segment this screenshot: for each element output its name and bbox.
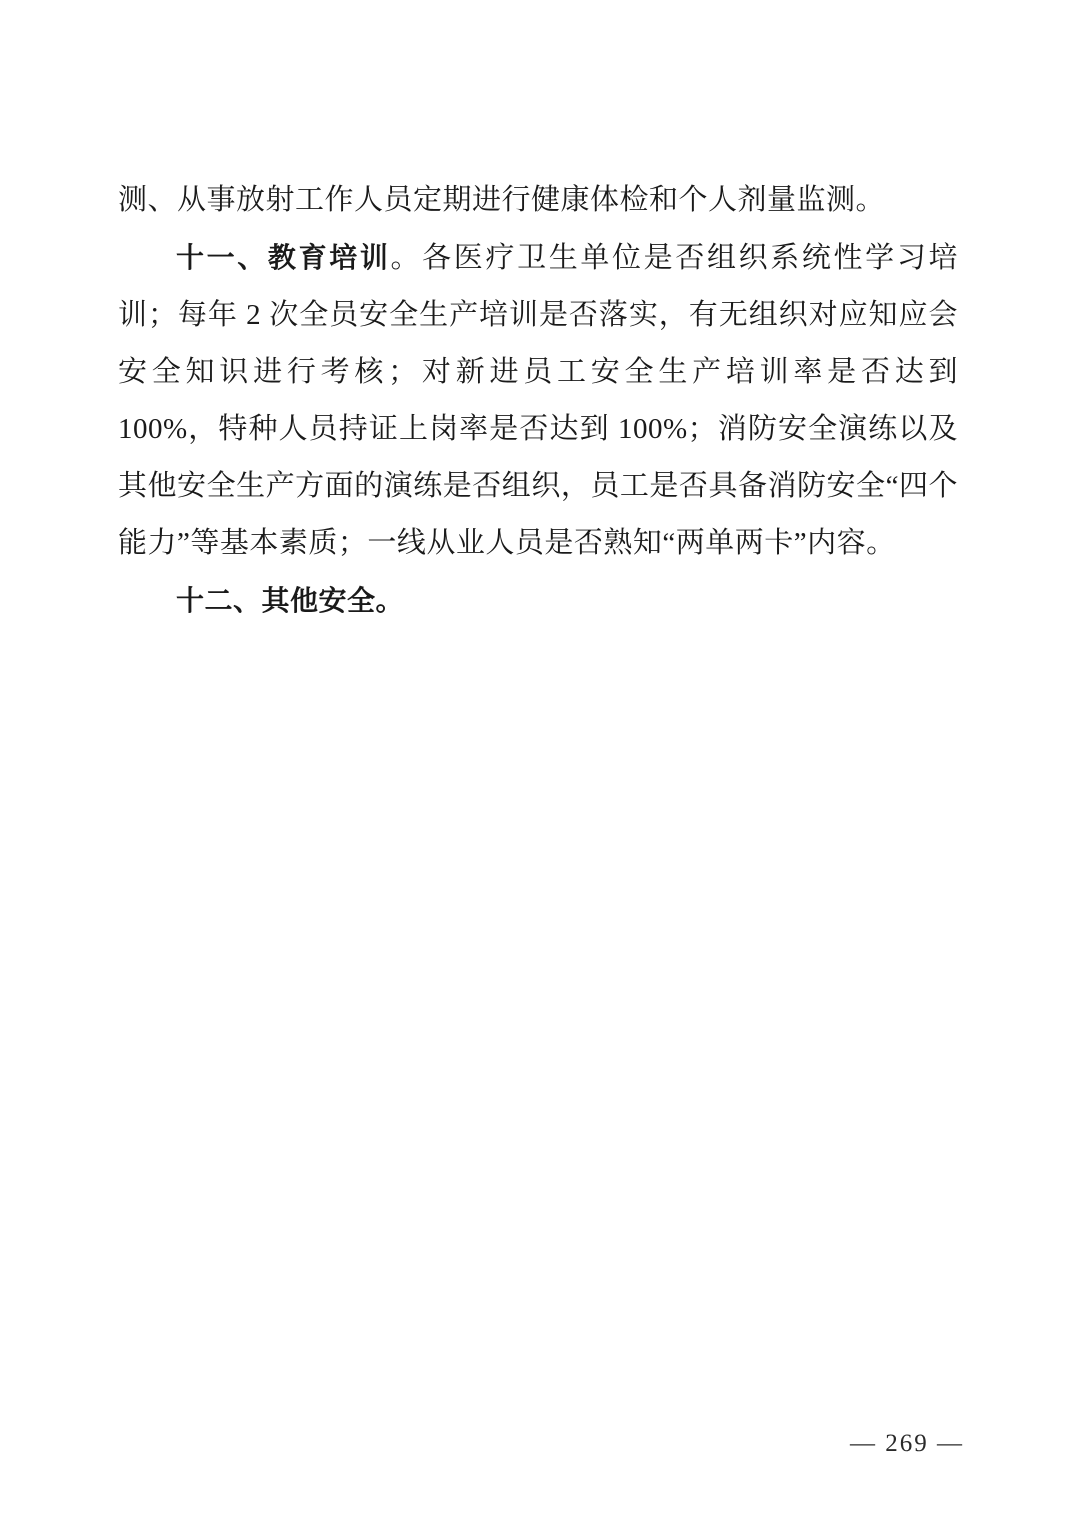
- paragraph-continuation: [118, 172, 958, 229]
- section-heading-eleven: 十一、教育培训: [176, 242, 391, 273]
- page-body: [118, 172, 958, 630]
- paragraph-item-eleven: [118, 229, 958, 572]
- paragraph-text: 。各医疗卫生单位是否组织系统性学习培训；每年 2 次全员安全生产培训是否落实，有无组织对应知应会安全知识进行考核；对新进员工安全生产培训率是否达到 100%，特种人员持证上岗率是否达到 100%；消防安全演练以及其他安全生产方面的演练是否组织，员工是否具备消防安全“四个能力”等基本素质；一线从业人员是否熟知“两单两卡”内容。: [118, 242, 958, 559]
- page-number: — 269 —: [850, 1430, 964, 1457]
- paragraph-item-twelve: [118, 572, 958, 630]
- section-heading-twelve: 十二、其他安全。: [176, 585, 405, 616]
- paragraph-text: 测、从事放射工作人员定期进行健康体检和个人剂量监测。: [118, 184, 886, 216]
